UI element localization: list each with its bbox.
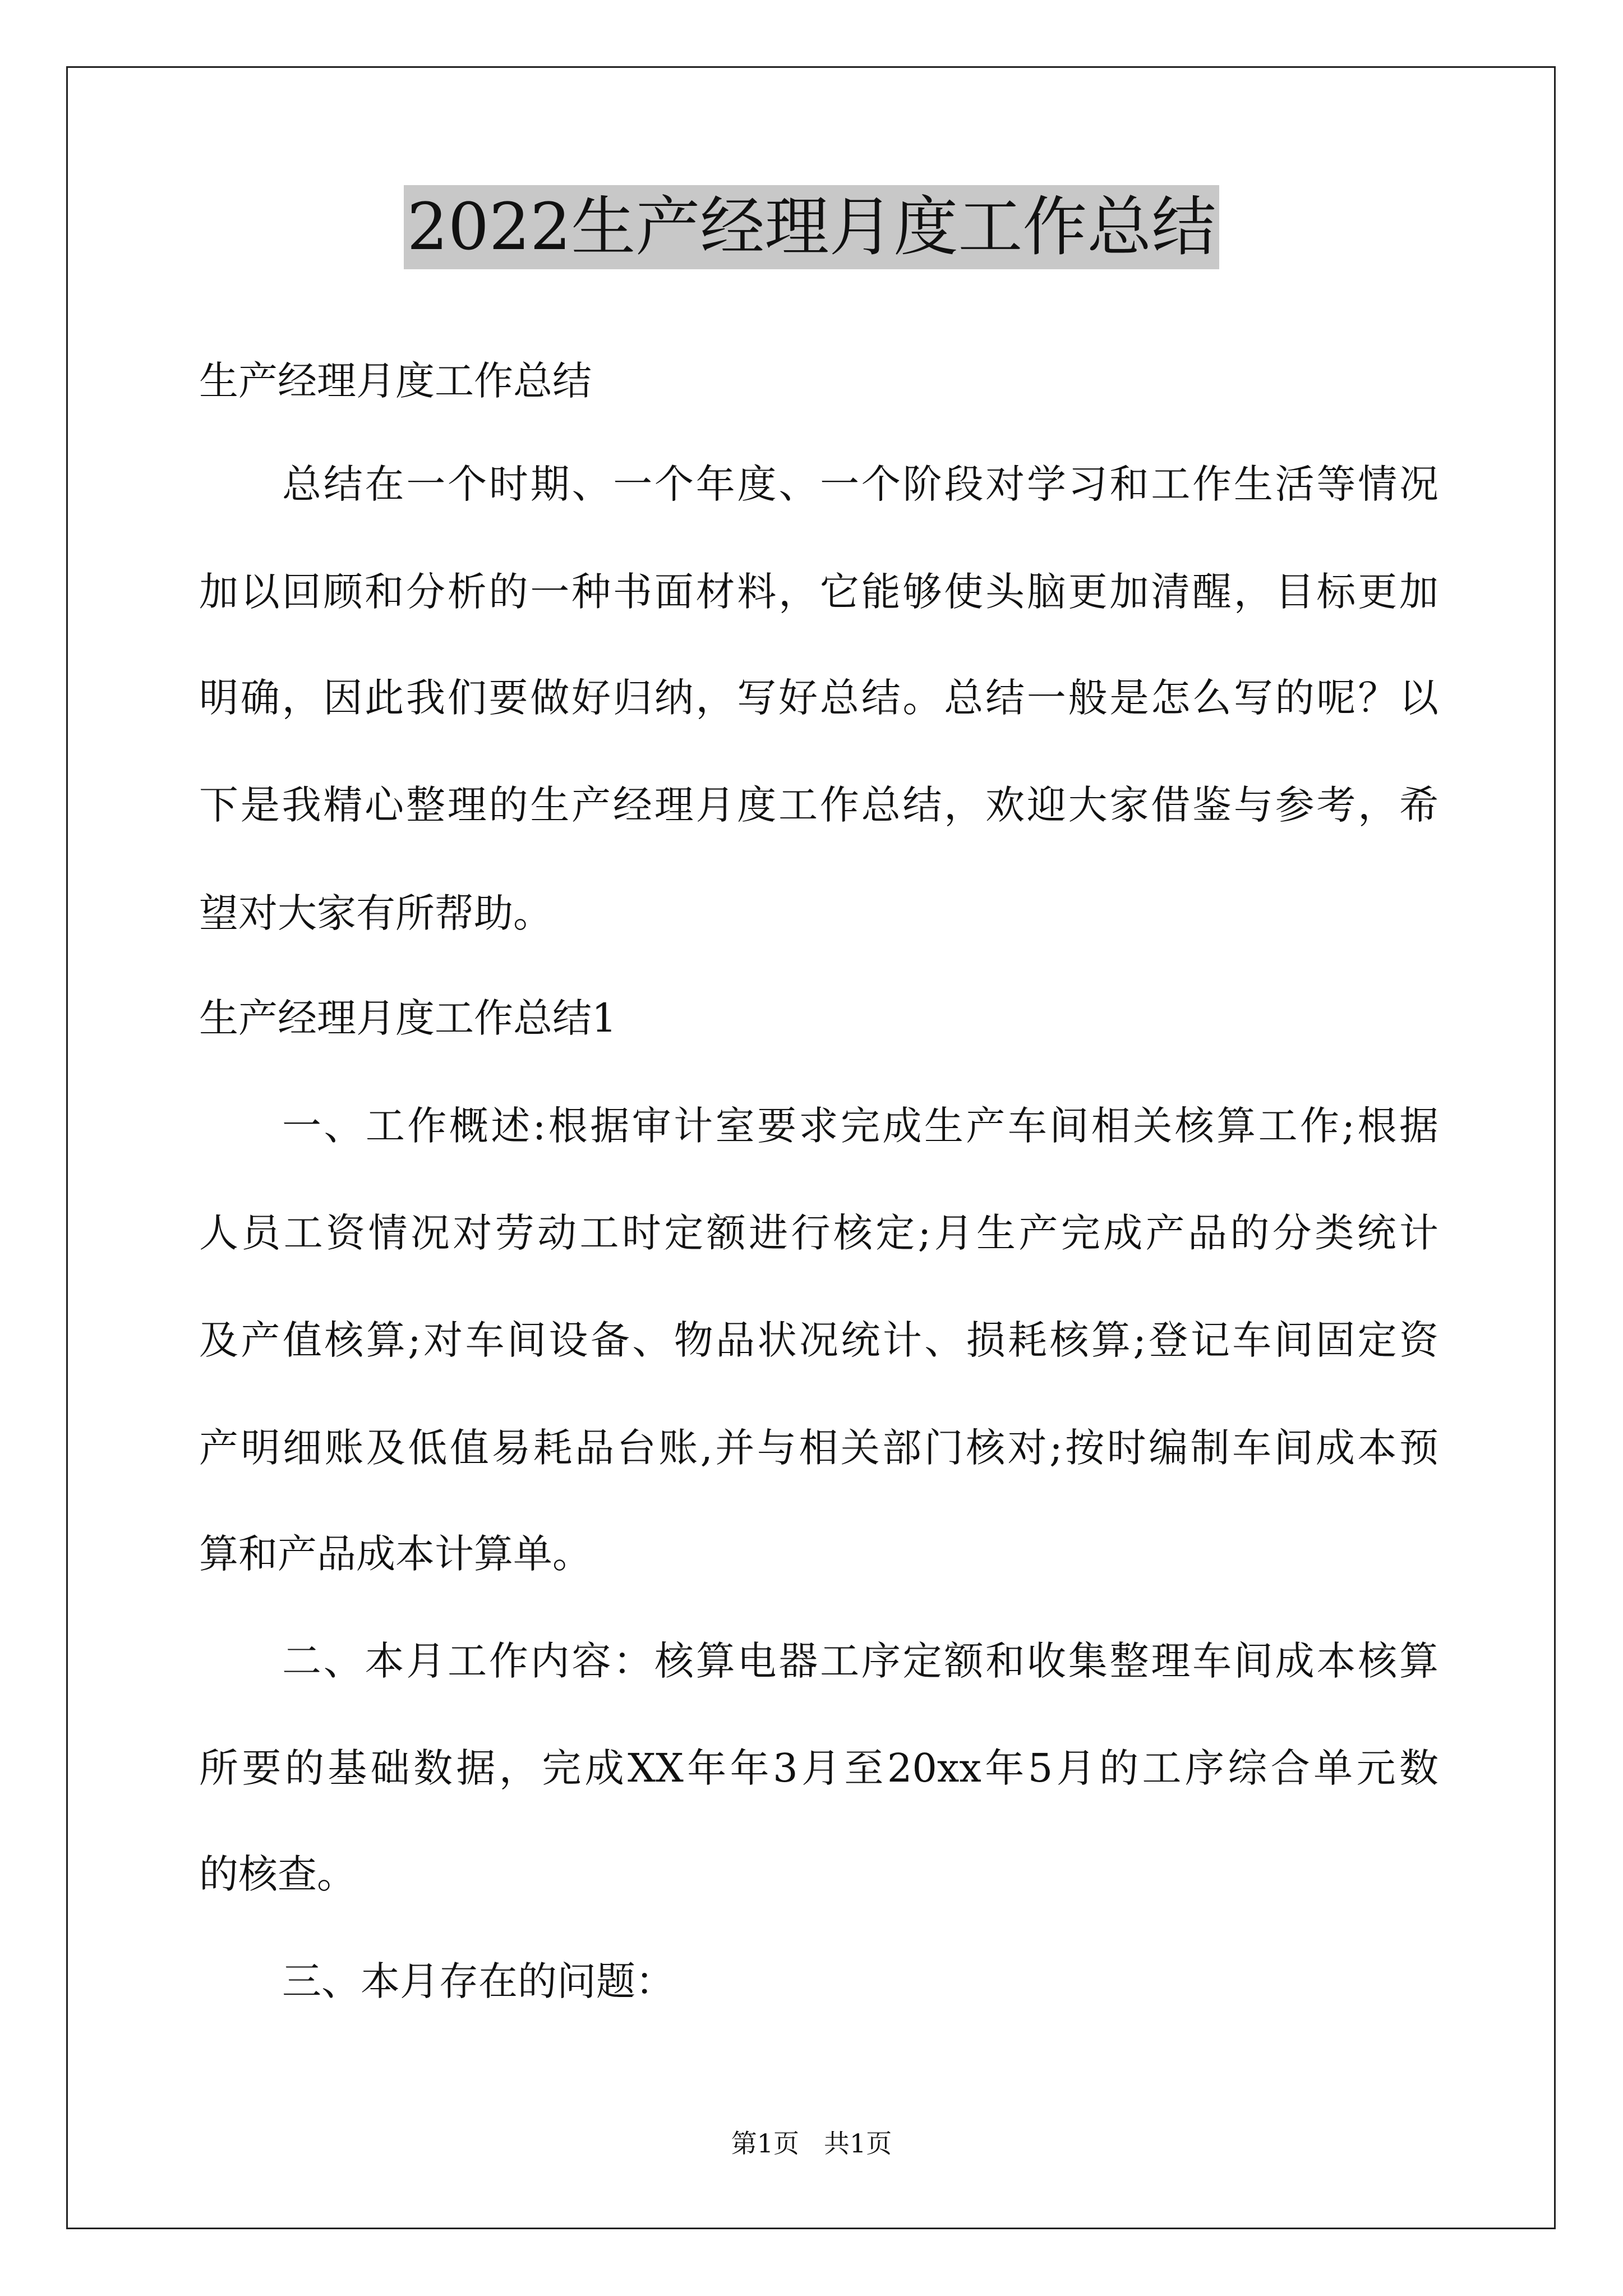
title-container	[0, 185, 1623, 269]
paragraph-line: 所要的基础数据，完成XX年年3月至20xx年5月的工序综合单元数	[199, 1745, 1438, 1791]
page-footer	[0, 2123, 1623, 2160]
paragraph-line: 人员工资情况对劳动工时定额进行核定;月生产完成产品的分类统计	[199, 1210, 1438, 1256]
section-heading: 生产经理月度工作总结1	[199, 995, 617, 1041]
paragraph-line: 二、本月工作内容：核算电器工序定额和收集整理车间成本核算	[282, 1638, 1438, 1684]
paragraph-line: 算和产品成本计算单。	[199, 1531, 592, 1577]
paragraph-line: 三、本月存在的问题：	[282, 1958, 675, 2004]
paragraph-line: 的核查。	[199, 1851, 356, 1897]
document-title: 2022生产经理月度工作总结	[404, 185, 1220, 269]
subtitle-line: 生产经理月度工作总结	[199, 358, 592, 404]
paragraph-line: 总结在一个时期、一个年度、一个阶段对学习和工作生活等情况	[282, 461, 1438, 507]
paragraph-line: 明确，因此我们要做好归纳，写好总结。总结一般是怎么写的呢？以	[199, 675, 1438, 721]
paragraph-line: 望对大家有所帮助。	[199, 890, 552, 936]
paragraph-line: 加以回顾和分析的一种书面材料，它能够使头脑更加清醒，目标更加	[199, 569, 1438, 615]
paragraph-line: 一、工作概述:根据审计室要求完成生产车间相关核算工作;根据	[282, 1103, 1438, 1149]
paragraph-line: 下是我精心整理的生产经理月度工作总结，欢迎大家借鉴与参考，希	[199, 782, 1438, 828]
page-total: 共1页	[824, 2128, 892, 2159]
page-number: 第1页	[731, 2128, 799, 2159]
paragraph-line: 及产值核算;对车间设备、物品状况统计、损耗核算;登记车间固定资	[199, 1317, 1438, 1363]
paragraph-line: 产明细账及低值易耗品台账,并与相关部门核对;按时编制车间成本预	[199, 1425, 1438, 1471]
